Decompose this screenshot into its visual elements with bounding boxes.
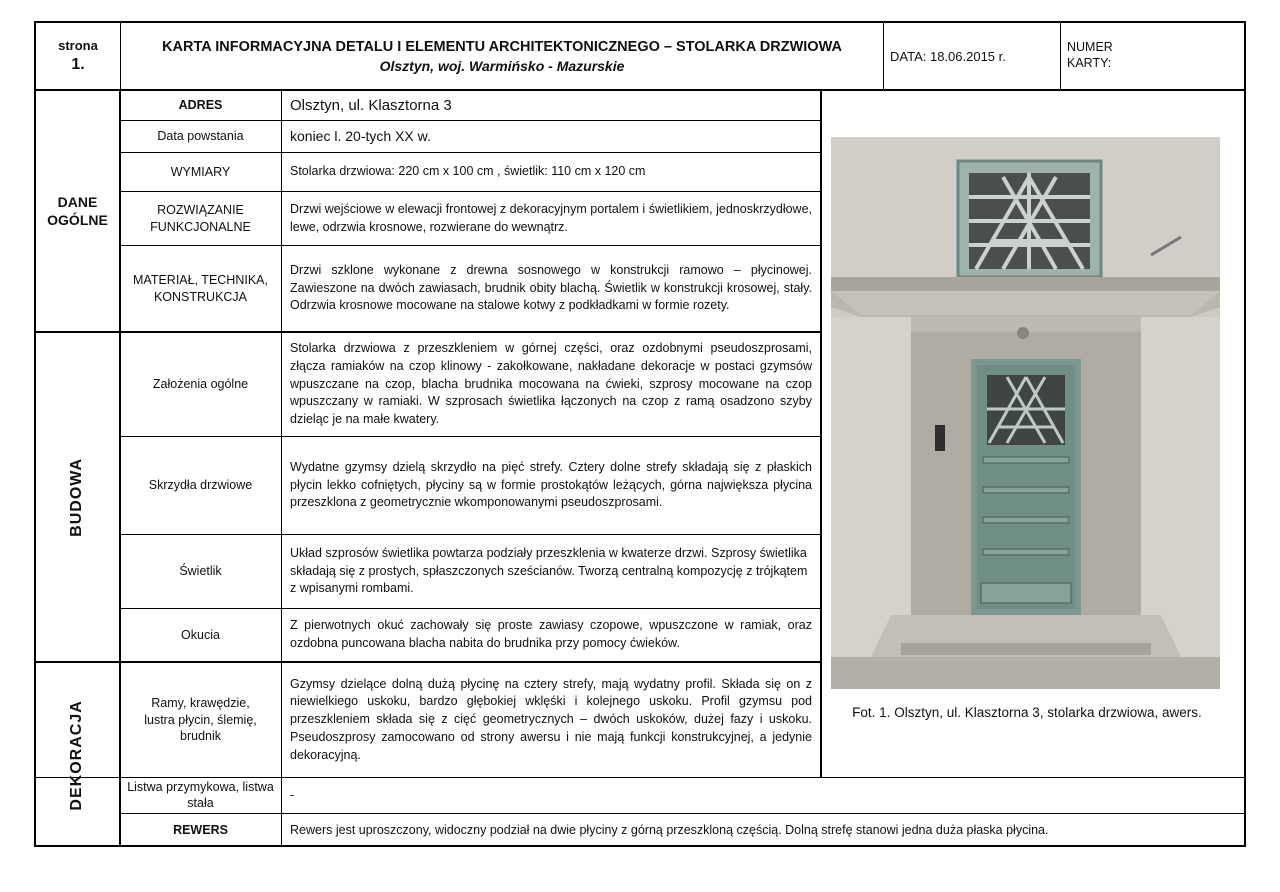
page-title: KARTA INFORMACYJNA DETALU I ELEMENTU ARCHITEKTONICZNEGO – STOLARKA DRZWIOWA: [162, 38, 842, 55]
card-number-label-2: KARTY:: [1067, 56, 1112, 71]
strip-label: Listwa przymykowa, listwa stała: [127, 779, 274, 810]
created-value: [282, 121, 820, 152]
door-photo: [831, 137, 1220, 689]
door-photo-illustration: [831, 137, 1220, 689]
reverse-label: REWERS: [173, 823, 228, 838]
frames-label: Ramy, krawędzie, lustra płycin, ślemię, brudnik: [144, 695, 257, 744]
material-label: MATERIAŁ, TECHNIKA, KONSTRUKCJA: [133, 272, 268, 304]
section-general-line-1: DANE: [57, 193, 98, 210]
page-label: strona: [58, 38, 98, 53]
page-number-cell: [36, 23, 120, 89]
reverse-value-text: Rewers jest uproszczony, widoczny podział na dwie płyciny z górną przeszkloną częścią. Dolną strefę stanowi jedna duża płaska płycina.: [290, 822, 1049, 837]
material-value-text: Drzwi szklone wykonane z drewna sosnowego w konstrukcji ramowo – płycinowej. Zawieszone na dwóch zawiasach, brudnik obity blachą. Świetlik w konstrukcji krosowej, stały. Odrzwia krosnowe mocowane na stalowe kotwy z podkładkami w formie rozety.: [290, 262, 812, 313]
function-value: [282, 192, 820, 245]
created-value-text: koniec l. 20-tych XX w.: [290, 127, 431, 144]
photo-caption: Fot. 1. Olsztyn, ul. Klasztorna 3, stolarka drzwiowa, awers.: [852, 705, 1202, 720]
title-cell: [121, 23, 883, 89]
created-label: Data powstania: [157, 129, 244, 144]
strip-value: [282, 778, 1246, 813]
section-general: [36, 91, 119, 331]
dimensions-value-text: Stolarka drzwiowa: 220 cm x 100 cm , świetlik: 110 cm x 120 cm: [290, 164, 646, 179]
assumptions-value: [282, 333, 820, 436]
transom-value: [282, 535, 820, 608]
function-label: ROZWIĄZANIE FUNKCJONALNE: [150, 202, 251, 234]
date-text: DATA: 18.06.2015 r.: [890, 48, 1006, 64]
frames-value-text: Gzymsy dzielące dolną dużą płycinę na cztery strefy, mają wydatny profil. Składa się on z niewielkiego uskoku, bardzo głębokiej wklęśki i kolejnego uskoku. Profil gzymsu pod przeszkleniem składa się z cięć geometrycznych – dwóch uskoków, dużej fazy i uskoku. Pseudoszprosy zamocowano od strony awersu i nie mają funkcji konstrukcyjnej, a jedynie dekoracyjną.: [290, 676, 812, 762]
section-decoration: [36, 663, 119, 847]
transom-value-text: Układ szprosów świetlika powtarza podziały przeszklenia w kwaterze drzwi. Szprosy świetlika składają się z prostych, spłaszczonych sześcianów. Tworzą centralną kompozycję z trójkątem z wpisanymi rombami.: [290, 545, 808, 596]
address-value: [282, 91, 820, 120]
fittings-value: [282, 609, 820, 661]
section-general-line-2: OGÓLNE: [47, 212, 108, 228]
section-decoration-text: DEKORACJA: [68, 699, 86, 811]
card-number-label: NUMER: [1067, 40, 1113, 54]
address-label: ADRES: [178, 98, 223, 113]
material-value: [282, 246, 820, 331]
fittings-value-text: Z pierwotnych okuć zachowały się proste zawiasy czopowe, wpuszczone w ramiak, oraz ozdobna puncowana blacha nabita do brudnika przy pomocy ćwieków.: [290, 618, 812, 650]
assumptions-value-text: Stolarka drzwiowa z przeszkleniem w górnej części, oraz ozdobnymi pseudoszprosami, złącza ramiaków na czop klinowy - zakołkowane, nakładane dekoracje w postaci gzymsów wpuszczane na czop, blacha brudnika mocowana na ćwieki, szprosy mocowane na czop wpuszczany w ramiaki. W szprosach świetlika łączonych na czop z ramą osadzono szyby dzieląc je na małe kwatery.: [290, 341, 812, 427]
address-value-text: Olsztyn, ul. Klasztorna 3: [290, 96, 452, 114]
function-value-text: Drzwi wejściowe w elewacji frontowej z dekoracyjnym portalem i świetlikiem, jednoskrzydłowe, lewe, odrzwia krosnowe, rozwierane do wewnątrz.: [290, 201, 812, 234]
date-cell: [884, 23, 1060, 89]
reverse-value: [282, 814, 1246, 847]
section-structure: [36, 333, 119, 661]
fittings-label: Okucia: [181, 627, 220, 642]
dimensions-value: [282, 153, 820, 191]
leaves-value: [282, 437, 820, 534]
info-card: [34, 21, 1246, 847]
page-subtitle: Olsztyn, woj. Warmińsko - Mazurskie: [379, 57, 625, 74]
leaves-label: Skrzydła drzwiowe: [148, 478, 253, 493]
card-number-cell: [1061, 23, 1246, 89]
transom-label: Świetlik: [179, 564, 222, 579]
frames-value: [282, 663, 820, 777]
section-structure-text: BUDOWA: [68, 457, 86, 537]
page-number: 1.: [71, 56, 85, 73]
strip-value-text: -: [290, 787, 295, 802]
dimensions-label: WYMIARY: [170, 164, 231, 179]
leaves-value-text: Wydatne gzymsy dzielą skrzydło na pięć strefy. Cztery dolne strefy składają się z płaskich płycin lekko cofniętych, płyciny są w formie prostokątów leżących, górna największa płycina przeszklona z geometrycznie wkomponowanymi pseudoszprosami.: [290, 459, 812, 510]
assumptions-label: Założenia ogólne: [152, 377, 249, 392]
